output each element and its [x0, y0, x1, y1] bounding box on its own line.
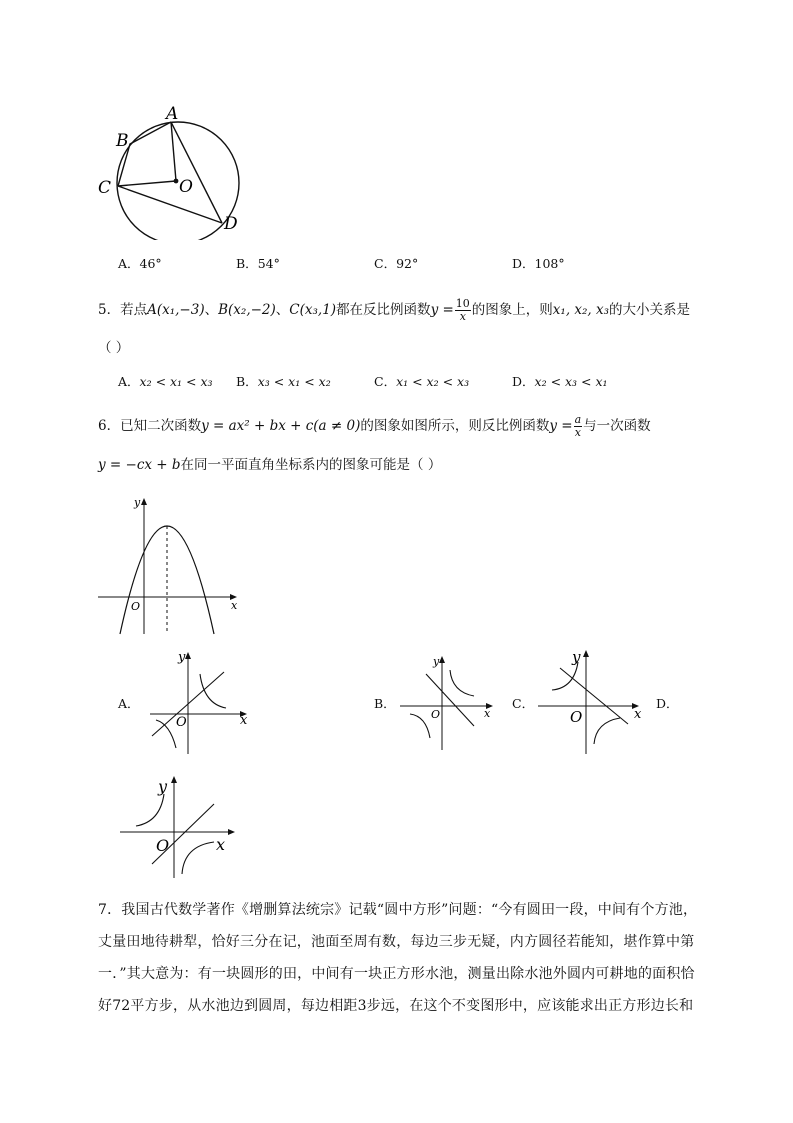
axis-x-label: x — [216, 835, 226, 854]
fraction-10-over-x: $\frac{10}{x}$ — [455, 297, 470, 323]
axis-x-label: x — [484, 707, 491, 720]
q6-option-a-label[interactable]: A． — [118, 696, 140, 711]
center-point — [174, 179, 179, 184]
q4-option-d[interactable]: D．108° — [512, 256, 565, 271]
label-d: D — [224, 214, 238, 234]
origin-label: O — [431, 708, 441, 721]
circle-figure — [90, 100, 260, 240]
q5-option-b[interactable]: B．x₃ < x₁ < x₂ — [236, 374, 331, 389]
origin-label: O — [176, 715, 187, 730]
x-arrow-icon — [228, 829, 235, 835]
y-arrow-icon — [583, 650, 589, 657]
parabola-figure — [94, 492, 244, 638]
hyperbola-branch-upper — [450, 670, 474, 696]
q4-option-b[interactable]: B．54° — [236, 256, 280, 271]
y-arrow-icon — [141, 498, 147, 505]
q4-option-a[interactable]: A．46° — [118, 256, 162, 271]
label-c: C — [98, 178, 112, 198]
y-arrow-icon — [439, 656, 445, 663]
axis-y-label: y — [572, 648, 581, 666]
q6-option-a-graph[interactable] — [140, 646, 252, 758]
y-arrow-icon — [171, 776, 177, 783]
label-b: B — [116, 131, 129, 151]
segment-c-o — [118, 181, 176, 186]
q4-option-c[interactable]: C．92° — [374, 256, 419, 271]
q6-option-d-graph[interactable] — [116, 770, 240, 882]
q5-stem: 5．若点A(x₁,−3)、B(x₂,−2)、C(x₃,1)都在反比例函数y = $\frac{10}{x}$ 的图象上，则x₁, x₂, x₃的大小关系是 — [98, 297, 691, 323]
q5-option-a[interactable]: A．x₂ < x₁ < x₃ — [118, 374, 213, 389]
origin-label: O — [156, 836, 170, 855]
q5-option-c[interactable]: C．x₁ < x₂ < x₃ — [374, 374, 470, 389]
q6-option-d-label[interactable]: D． — [656, 696, 679, 711]
axis-y-label: y — [134, 496, 141, 509]
hyperbola-branch-lower — [594, 718, 620, 744]
axis-x-label: x — [634, 707, 642, 722]
axis-x-label: x — [240, 713, 248, 728]
axis-y-label: y — [433, 655, 440, 668]
hyperbola-branch-upper — [552, 662, 578, 690]
q6-option-c-label[interactable]: C． — [512, 696, 535, 711]
linear-line — [152, 804, 214, 864]
q6-option-b-graph[interactable] — [396, 652, 498, 754]
point-b: B(x₂,−2) — [218, 302, 276, 318]
q5-option-d[interactable]: D．x₂ < x₃ < x₁ — [512, 374, 608, 389]
q6-stem-line2: y = −cx + b在同一平面直角坐标系内的图象可能是（ ） — [98, 457, 442, 473]
hyperbola-branch-upper — [136, 794, 164, 826]
fraction-a-over-x: $\frac{a}{x}$ — [574, 413, 582, 439]
label-o: O — [179, 177, 193, 197]
point-a: A(x₁,−3) — [147, 302, 205, 318]
q6-stem-line1: 6．已知二次函数y = ax² + bx + c(a ≠ 0)的图象如图所示，则反比例函数y = $\frac{a}{x}$ 与一次函数 — [98, 413, 651, 439]
hyperbola-branch-upper — [200, 674, 226, 708]
q6-option-b-label[interactable]: B． — [374, 696, 396, 711]
origin-label: O — [570, 708, 583, 726]
q7-paragraph: 7．我国古代数学著作《增删算法统宗》记载“圆中方形”问题：“今有圆田一段，中间有个方池，丈量田地待耕犁，恰好三分在记，池面至周有数，每边三步无疑，内方圆径若能知，堪作算中第一．”其大意为：有一块圆形的田，中间有一块正方形水池，测量出除水池外圆内可耕地的面积恰好72平方步，从水池边到圆周，每边相距3步远，在这个不变图形中，应该能求出正方形边长和 — [98, 902, 698, 1014]
hyperbola-branch-lower — [410, 714, 430, 738]
axis-y-label: y — [158, 777, 168, 796]
q6-option-c-graph[interactable] — [534, 646, 646, 758]
q5-paren: （ ） — [98, 340, 130, 356]
label-a: A — [166, 104, 179, 124]
axis-y-label: y — [178, 650, 186, 665]
hyperbola-branch-lower — [182, 842, 214, 874]
origin-label: O — [131, 600, 141, 613]
axis-x-label: x — [231, 599, 238, 612]
point-c: C(x₃,1) — [289, 302, 337, 318]
y-arrow-icon — [185, 652, 191, 659]
